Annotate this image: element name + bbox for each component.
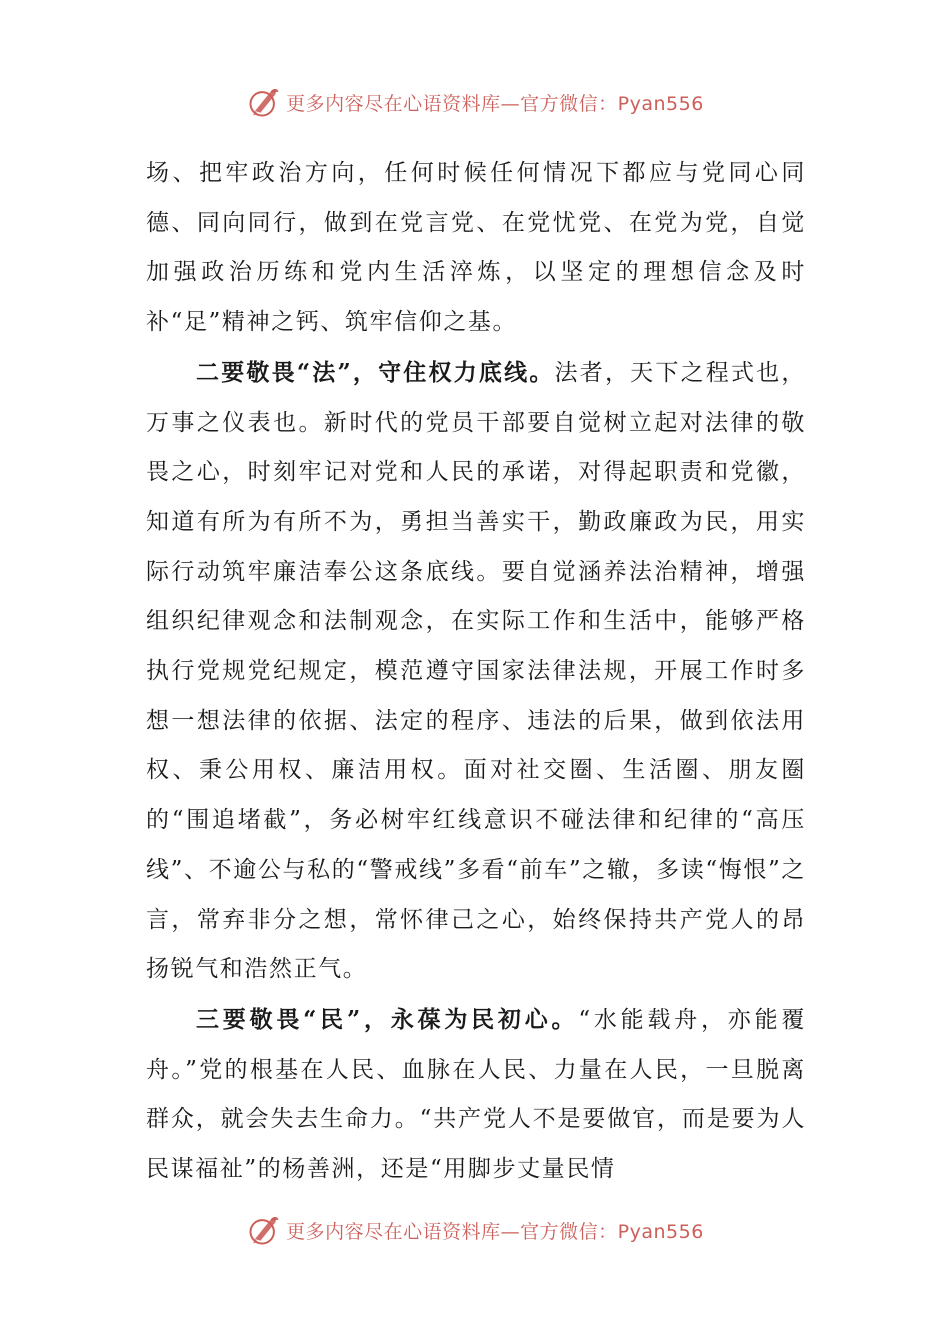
pen-logo-icon [246,84,282,120]
paragraph-2 [146,348,806,995]
banner-text [286,1217,704,1244]
paragraph-heading: 二要敬畏“法”，守住权力底线。 [196,358,555,386]
paragraph-heading: 三要敬畏“民”，永葆为民初心。 [196,1005,579,1033]
pen-logo-icon [246,1212,282,1248]
paragraph-3 [146,995,806,1195]
paragraph-1 [146,148,806,348]
document-body [146,148,806,1195]
wechat-id: Pyan556 [617,92,704,115]
banner-text [286,89,704,116]
paragraph-body: 法者，天下之程式也，万事之仪表也。新时代的党员干部要自觉树立起对法律的敬畏之心，时刻牢记对党和人民的承诺，对得起职责和党徽，知道有所为有所不为，勇担当善实干，勤政廉政为民，用实际行动筑牢廉洁奉公这条底线。要自觉涵养法治精神，增强组织纪律观念和法制观念，在实际工作和生活中，能够严格执行党规党纪规定，模范遵守国家法律法规，开展工作时多想一想法律的依据、法定的程序、违法的后果，做到依法用权、秉公用权、廉洁用权。面对社交圈、生活圈、朋友圈的“围追堵截”，务必树牢红线意识不碰法律和纪律的“高压线”、不逾公与私的“警戒线”多看“前车”之辙，多读“悔恨”之言，常弃非分之想，常怀律己之心，始终保持共产党人的昂扬锐气和浩然正气。 [146,359,806,983]
paragraph-body: “水能载舟，亦能覆舟。”党的根基在人民、血脉在人民、力量在人民，一旦脱离群众，就会失去生命力。“共产党人不是要做官，而是要为人民谋福祉”的杨善洲，还是“用脚步丈量民情 [146,1006,806,1183]
paragraph-body: 场、把牢政治方向，任何时候任何情况下都应与党同心同德、同向同行，做到在党言党、在党忧党、在党为党，自觉加强政治历练和党内生活淬炼，以坚定的理想信念及时补“足”精神之钙、筑牢信仰之基。 [146,160,806,336]
header-banner [0,80,950,124]
banner-slogan: 更多内容尽在心语资料库—官方微信： [286,92,618,115]
footer-banner [0,1208,950,1252]
banner-slogan: 更多内容尽在心语资料库—官方微信： [286,1220,618,1243]
wechat-id: Pyan556 [617,1220,704,1243]
